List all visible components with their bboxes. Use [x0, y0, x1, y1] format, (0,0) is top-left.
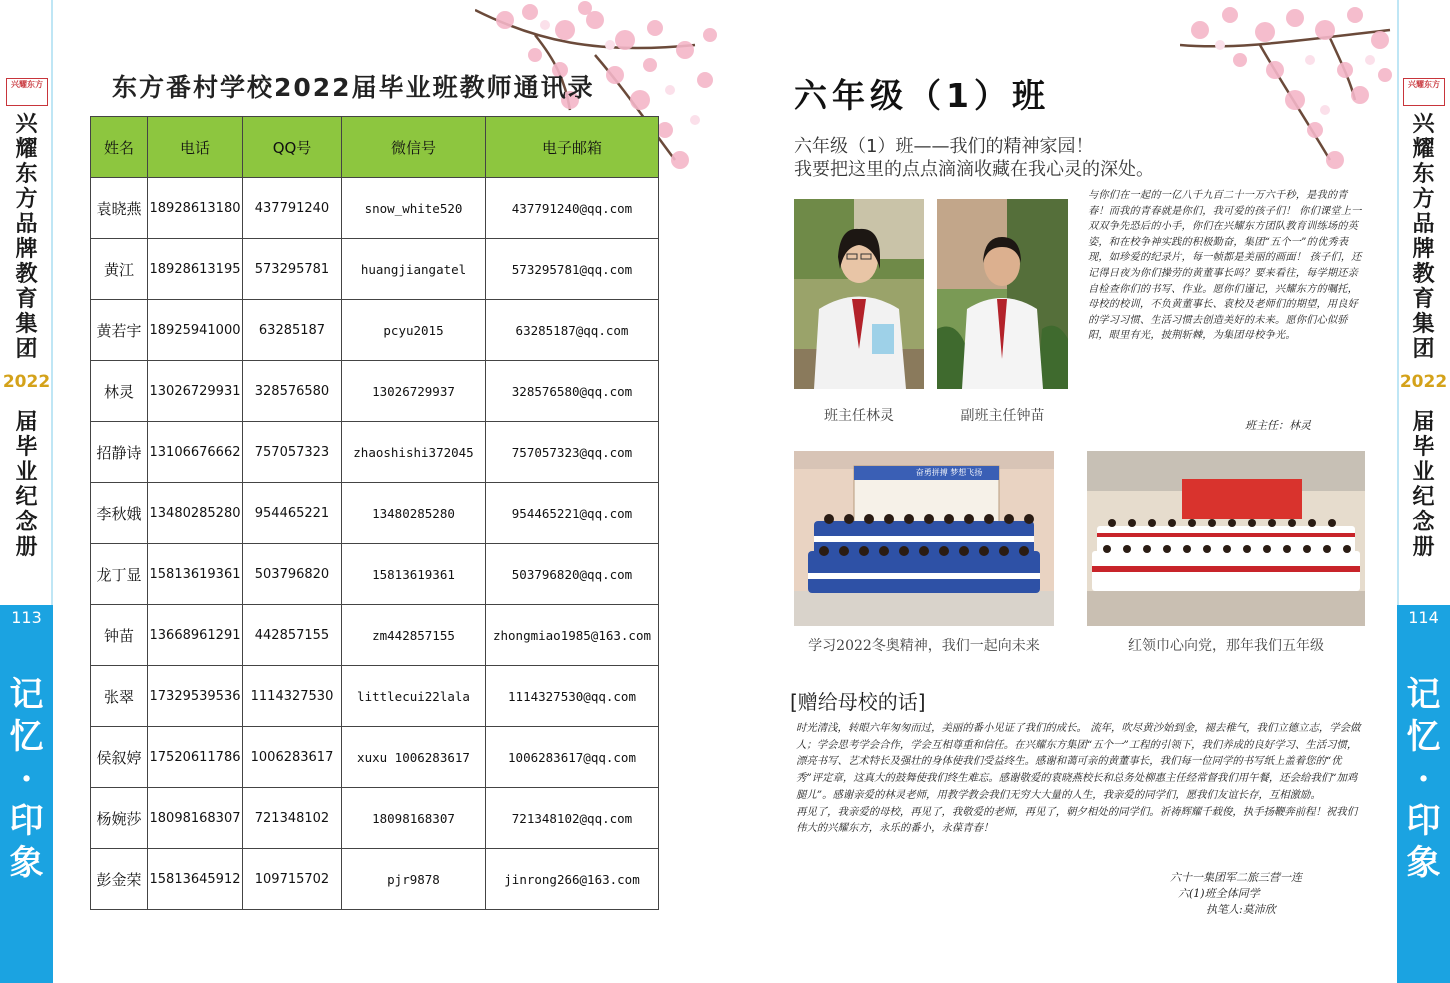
cell-name: 龙丁显: [91, 544, 148, 605]
cell-name: 袁晓燕: [91, 178, 148, 239]
table-body: [91, 178, 659, 910]
directory-title: 东方番村学校2022届毕业班教师通讯录: [112, 73, 595, 102]
cell-qq: 109715702: [243, 849, 342, 910]
cell-qq: 954465221: [243, 483, 342, 544]
cell-qq: 1114327530: [243, 666, 342, 727]
cherry-blossom-decoration-right: [1180, 0, 1397, 180]
cell-phone: 15813645912: [148, 849, 243, 910]
cell-qq: 1006283617: [243, 727, 342, 788]
left-side-strip: [0, 0, 53, 983]
cell-phone: 13668961291: [148, 605, 243, 666]
cell-email: 1114327530@qq.com: [486, 666, 659, 727]
cell-phone: 13026729931: [148, 361, 243, 422]
vertical-yearbook-title: 届 毕 业 纪 念 册: [15, 410, 38, 560]
table-row: [91, 483, 659, 544]
cell-qq: 442857155: [243, 605, 342, 666]
caption-red-scarf: 红领巾心向党，那年我们五年级: [1128, 638, 1324, 654]
vertical-group-title: 兴 耀 东 方 品 牌 教 育 集 团: [1412, 112, 1435, 362]
group-photo-winter-olympics: [794, 451, 1054, 626]
cell-name: 招静诗: [91, 422, 148, 483]
message-to-school-heading: [赠给母校的话]: [790, 690, 926, 714]
cell-email: 721348102@qq.com: [486, 788, 659, 849]
cell-name: 彭金荣: [91, 849, 148, 910]
column-header-email: 电子邮箱: [486, 117, 659, 178]
column-header-phone: 电话: [148, 117, 243, 178]
letter-signature: 班主任：林灵: [1245, 419, 1311, 432]
page-number: 113: [11, 608, 42, 627]
year-label: 2022: [1399, 372, 1448, 392]
table-row: [91, 666, 659, 727]
table-row: [91, 422, 659, 483]
table-row: [91, 727, 659, 788]
cell-email: 437791240@qq.com: [486, 178, 659, 239]
cell-phone: 13106676662: [148, 422, 243, 483]
cell-phone: 18098168307: [148, 788, 243, 849]
cell-wechat: pjr9878: [342, 849, 486, 910]
cell-email: 757057323@qq.com: [486, 422, 659, 483]
cell-wechat: 15813619361: [342, 544, 486, 605]
cell-email: 63285187@qq.com: [486, 300, 659, 361]
table-row: [91, 361, 659, 422]
message-to-school-text: [796, 720, 1362, 837]
cell-name: 杨婉莎: [91, 788, 148, 849]
message-paragraph-2: 再见了，我亲爱的母校，再见了，我敬爱的老师，再见了，朝夕相处的同学们。祈祷辉耀千载俊，执手扬鞭奔前程！祝我们伟大的兴耀东方，永乐的番小，永葆青春！: [796, 805, 1358, 835]
cell-qq: 503796820: [243, 544, 342, 605]
cell-phone: 15813619361: [148, 544, 243, 605]
cell-qq: 573295781: [243, 239, 342, 300]
vertical-group-title: 兴 耀 东 方 品 牌 教 育 集 团: [15, 112, 38, 362]
cell-email: 328576580@qq.com: [486, 361, 659, 422]
group-photo-red-scarf: [1087, 451, 1365, 626]
cell-email: 954465221@qq.com: [486, 483, 659, 544]
message-paragraph-1: 时光清浅，转眼六年匆匆而过，美丽的番小见证了我们的成长。 流年，吹尽黄沙始到金，褪去稚气，我们立德立志，学会做人；学会思考学会合作，学会互相尊重和信任。在兴耀东方集团“五个一”工程的引领下，我们养成的良好学习、生活习惯，漂亮书写、艺术特长及强壮的身体使我们受益终生。感谢和蔼可亲的黄董事长，我们每一位同学的书写纸上盖着您的“优秀”评定章，这真大的鼓舞使我们终生难忘。感谢敬爱的袁晓燕校长和总务处柳惠主任经常督我们用午餐，还会给我们“加鸡腿儿”。感谢亲爱的林灵老师，用教学教会我们无穷大大量的人生，我亲爱的同学们，愿我们友谊长存，互相激励。: [796, 722, 1361, 801]
cell-wechat: 13480285280: [342, 483, 486, 544]
cell-qq: 757057323: [243, 422, 342, 483]
caption-deputy-teacher: 副班主任钟苗: [960, 408, 1045, 424]
column-header-qq: QQ号: [243, 117, 342, 178]
cell-phone: 17520611786: [148, 727, 243, 788]
cell-email: 503796820@qq.com: [486, 544, 659, 605]
cell-phone: 18925941000: [148, 300, 243, 361]
brand-logo: 兴耀东方: [6, 78, 48, 106]
cell-qq: 437791240: [243, 178, 342, 239]
cell-wechat: zm442857155: [342, 605, 486, 666]
table-row: [91, 605, 659, 666]
cell-wechat: snow_white520: [342, 178, 486, 239]
table-row: [91, 300, 659, 361]
page-number: 114: [1408, 608, 1439, 627]
signature-line-3: 执笔人:莫沛欣: [1206, 903, 1276, 916]
cell-email: zhongmiao1985@163.com: [486, 605, 659, 666]
signature-line-1: 六十一集团军二旅三营一连: [1170, 871, 1302, 884]
cell-qq: 721348102: [243, 788, 342, 849]
head-teacher-letter: 与你们在一起的一亿八千九百二十一万六千秒，是我的青春！而我的青春就是你们，我可爱的孩子们！ 你们课堂上一双双争先恐后的小手，你们在兴耀东方团队教育训练场的英姿，和在校争神实践的积极勤奋，集团“五个一”的优秀表现，如珍爱的纪录片，每一帧都是美丽的画面！ 孩子们，还记得日夜为你们操劳的黄董事长吗？要来看往，每学期还亲自检查你们的书写、作业。愿你们谨记，兴耀东方的嘱托，母校的校训，不负黄董事长、袁校及老师们的期望，用良好的学习习惯、生活习惯去创造美好的未来。愿你们心似骄阳，眼里有光，披荆斩棘，为集团母校争光。: [1088, 190, 1362, 342]
cell-name: 侯叙婷: [91, 727, 148, 788]
cell-wechat: zhaoshishi372045: [342, 422, 486, 483]
cell-name: 李秋娥: [91, 483, 148, 544]
cell-name: 钟苗: [91, 605, 148, 666]
caption-winter-olympics: 学习2022冬奥精神，我们一起向未来: [808, 638, 1040, 654]
memory-impression-text: 记 忆 · 印 象: [9, 675, 44, 883]
subtitle-line-1: 六年级（1）班——我们的精神家园！: [794, 136, 1094, 157]
caption-head-teacher: 班主任林灵: [824, 408, 894, 424]
cell-wechat: xuxu 1006283617: [342, 727, 486, 788]
cell-email: jinrong266@163.com: [486, 849, 659, 910]
right-side-strip: [1397, 0, 1450, 983]
cell-name: 林灵: [91, 361, 148, 422]
cell-phone: 18928613195: [148, 239, 243, 300]
teacher-photo-zhong-miao: [937, 199, 1068, 389]
cell-phone: 17329539536: [148, 666, 243, 727]
memory-impression-text: 记 忆 · 印 象: [1406, 675, 1441, 883]
cell-wechat: 13026729937: [342, 361, 486, 422]
signature-line-2: 六(1)班全体同学: [1178, 887, 1260, 900]
cell-email: 1006283617@qq.com: [486, 727, 659, 788]
class-title: 六年级（1）班: [794, 76, 1050, 115]
table-row: [91, 849, 659, 910]
photo-banner-text: 奋勇拼搏 梦想飞扬: [915, 468, 983, 477]
vertical-yearbook-title: 届 毕 业 纪 念 册: [1412, 410, 1435, 560]
table-row: [91, 544, 659, 605]
cell-phone: 18928613180: [148, 178, 243, 239]
cell-phone: 13480285280: [148, 483, 243, 544]
cell-wechat: huangjiangatel: [342, 239, 486, 300]
table-row: [91, 178, 659, 239]
message-signature: [1170, 870, 1302, 918]
cell-wechat: littlecui22lala: [342, 666, 486, 727]
cell-qq: 63285187: [243, 300, 342, 361]
table-header-row: [91, 117, 659, 178]
cell-name: 张翠: [91, 666, 148, 727]
year-label: 2022: [2, 372, 51, 392]
cell-wechat: pcyu2015: [342, 300, 486, 361]
cell-email: 573295781@qq.com: [486, 239, 659, 300]
teacher-photo-lin-ling: [794, 199, 924, 389]
teacher-directory-table: [90, 116, 659, 910]
subtitle-line-2: 我要把这里的点点滴滴收藏在我心灵的深处。: [794, 159, 1154, 180]
cell-wechat: 18098168307: [342, 788, 486, 849]
class-subtitle: [794, 135, 1154, 181]
table-row: [91, 239, 659, 300]
cell-name: 黄若宇: [91, 300, 148, 361]
brand-logo: 兴耀东方: [1403, 78, 1445, 106]
table-row: [91, 788, 659, 849]
column-header-name: 姓名: [91, 117, 148, 178]
column-header-wechat: 微信号: [342, 117, 486, 178]
cell-qq: 328576580: [243, 361, 342, 422]
cell-name: 黄江: [91, 239, 148, 300]
